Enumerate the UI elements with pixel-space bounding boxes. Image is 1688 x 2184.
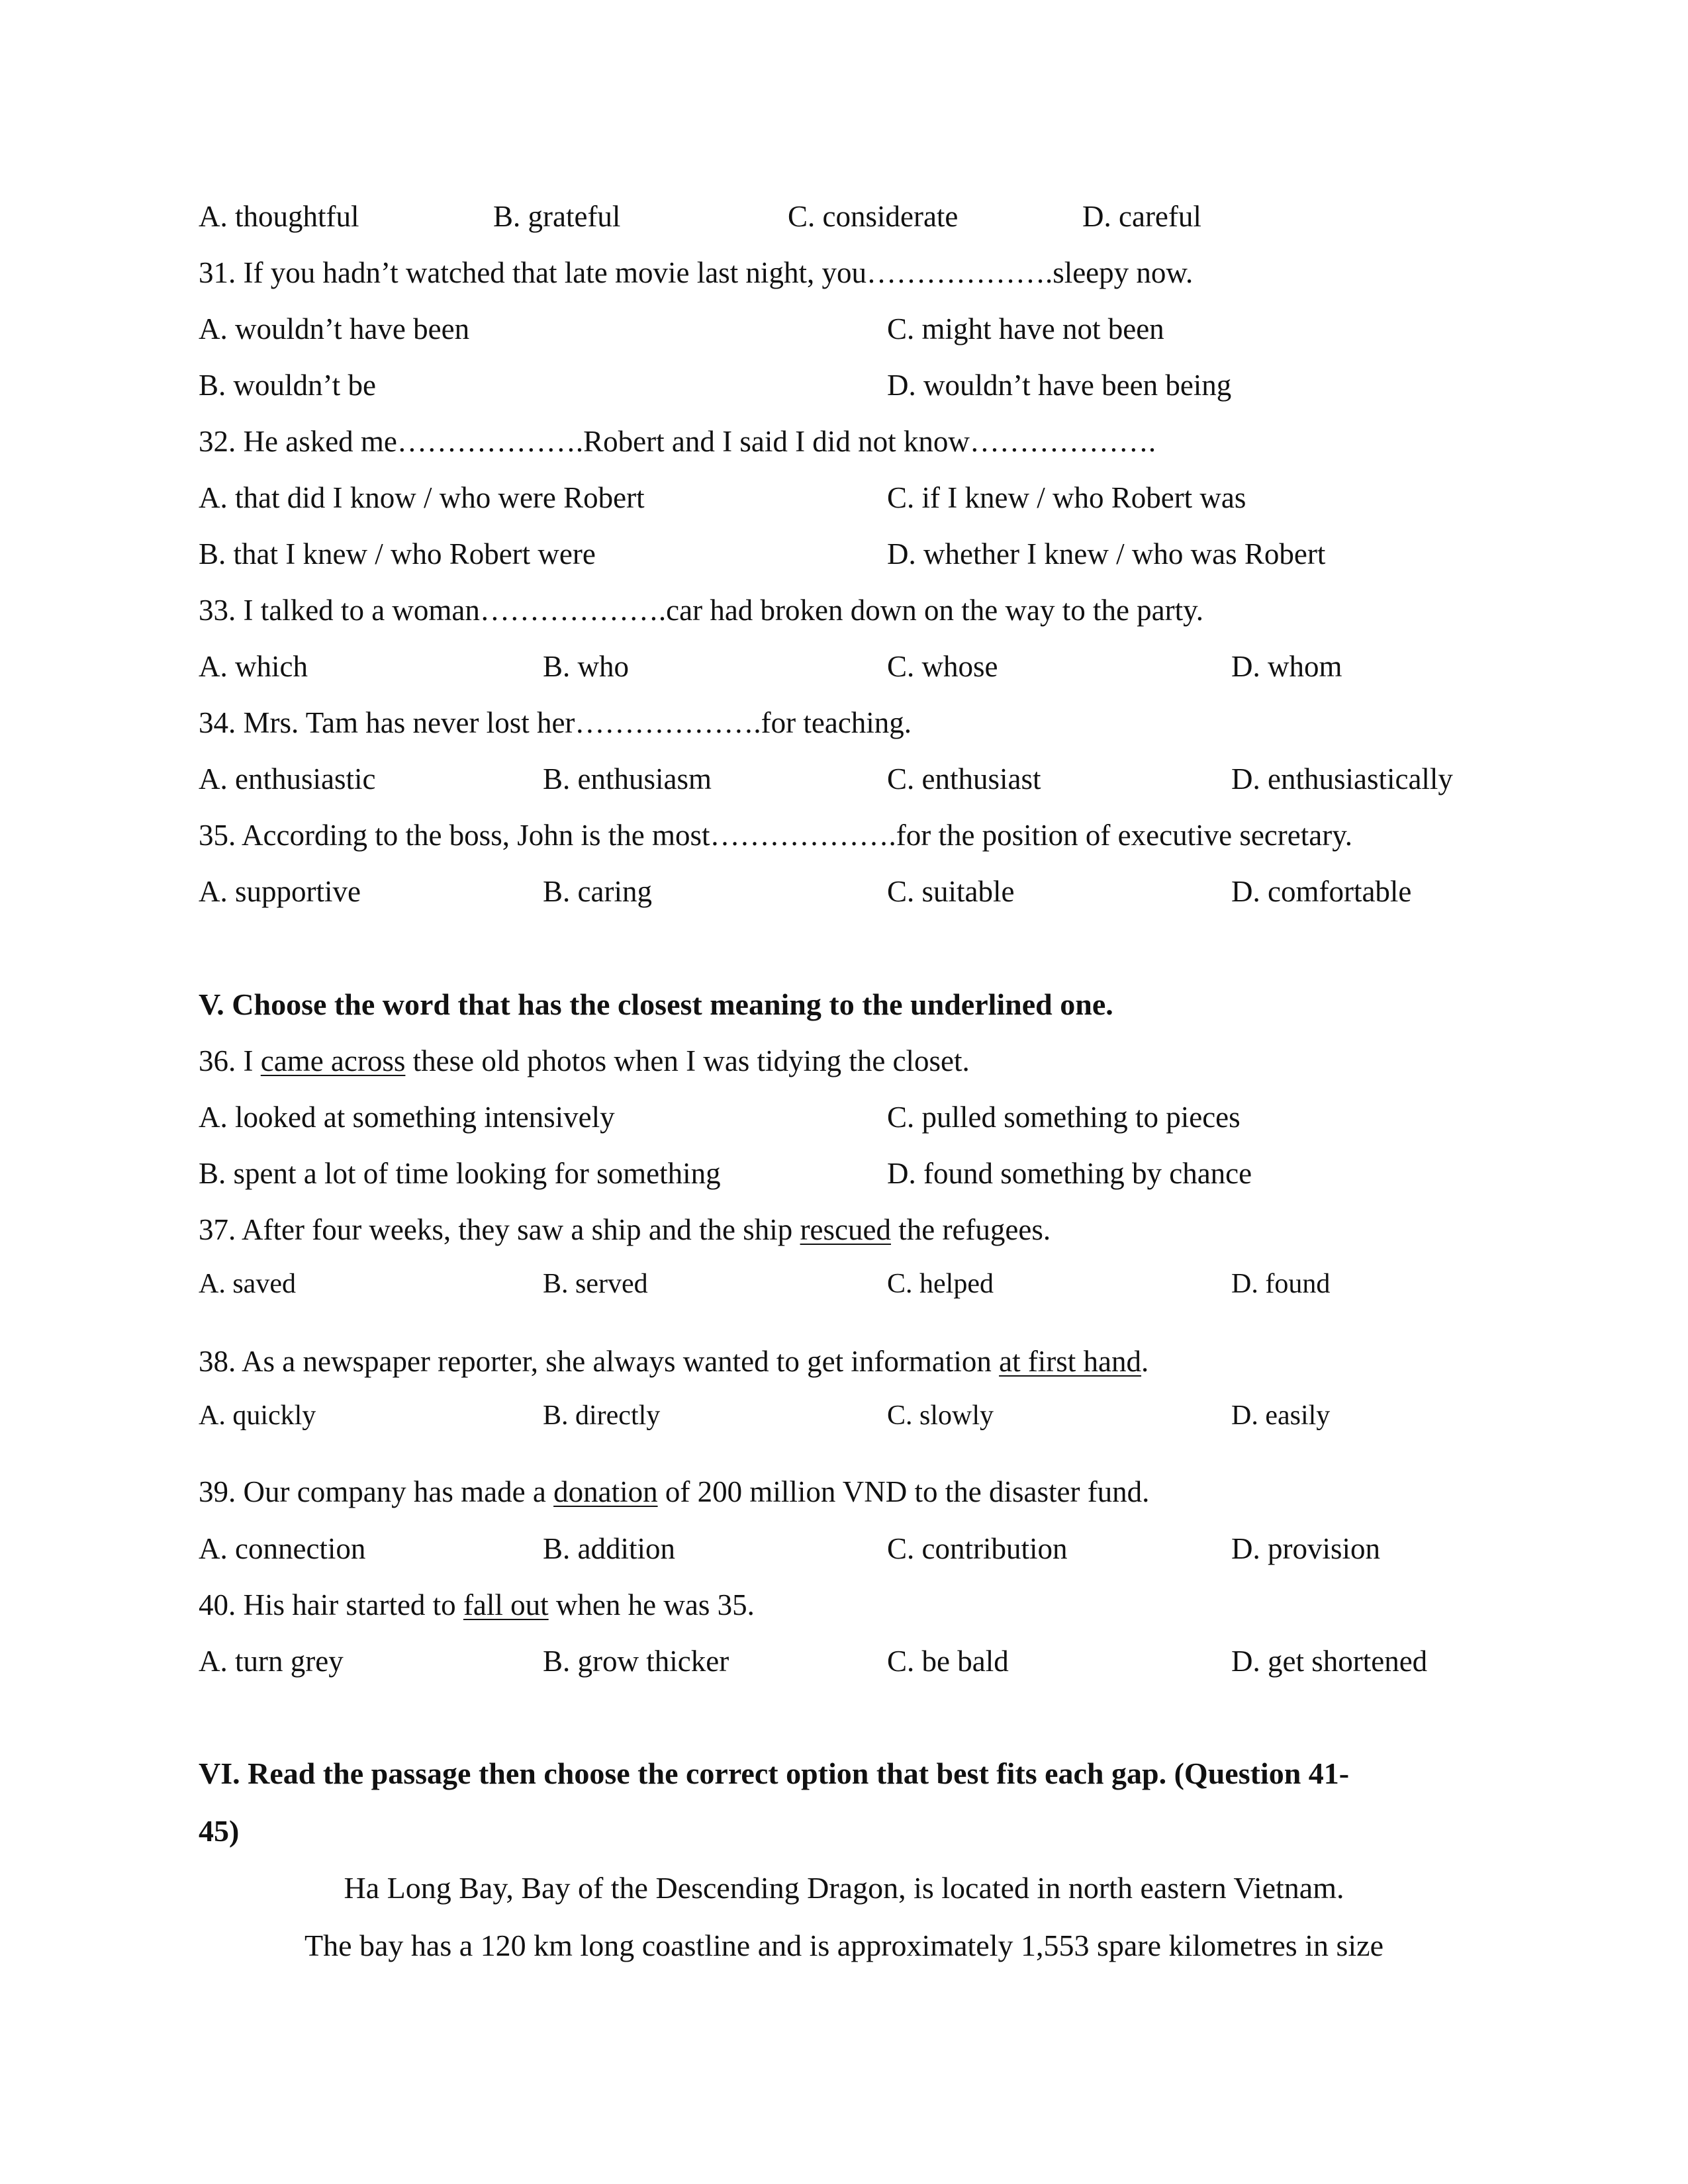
q34-option-b: B. enthusiasm: [543, 762, 712, 796]
q38-option-b: B. directly: [543, 1400, 661, 1431]
q35-option-d: D. comfortable: [1231, 875, 1412, 908]
q36-option-d: D. found something by chance: [887, 1157, 1252, 1190]
passage-line-2: The bay has a 120 km long coastline and is approximately 1,553 spare kilometres in size: [304, 1929, 1384, 1962]
q36-stem: [199, 1041, 1509, 1081]
q38-stem: [199, 1342, 1509, 1381]
q35-option-b: B. caring: [543, 875, 652, 908]
q38-option-a: A. quickly: [199, 1400, 316, 1431]
q39-stem: [199, 1472, 1509, 1512]
q39-underlined: donation: [553, 1475, 658, 1508]
q38-underlined: at first hand: [999, 1345, 1142, 1378]
q38-stem-pre: 38. As a newspaper reporter, she always wanted to get information: [199, 1345, 1000, 1378]
q37-underlined: rescued: [800, 1213, 891, 1246]
q35-option-c: C. suitable: [887, 875, 1015, 908]
section-v-heading: V. Choose the word that has the closest meaning to the underlined one.: [199, 987, 1113, 1021]
q38-option-c: C. slowly: [887, 1400, 994, 1431]
q40-stem-post: when he was 35.: [548, 1588, 755, 1621]
q37-stem-post: the refugees.: [890, 1213, 1051, 1246]
q32-stem: 32. He asked me……………….Robert and I said I did not know……………….: [199, 425, 1156, 458]
passage-line-1: Ha Long Bay, Bay of the Descending Dragon, is located in north eastern Vietnam.: [344, 1871, 1344, 1905]
q40-option-c: C. be bald: [887, 1645, 1009, 1678]
q37-stem: [199, 1210, 1509, 1250]
section-vi-heading-line2: 45): [199, 1814, 240, 1848]
q34-stem: 34. Mrs. Tam has never lost her……………….for teaching.: [199, 706, 912, 739]
q33-option-a: A. which: [199, 650, 308, 683]
q38-option-d: D. easily: [1231, 1400, 1331, 1431]
q35-stem: 35. According to the boss, John is the most……………….for the position of executive secretary.: [199, 819, 1353, 852]
q31-option-a: A. wouldn’t have been: [199, 312, 470, 345]
q39-stem-post: of 200 million VND to the disaster fund.: [657, 1475, 1150, 1508]
q36-underlined: came across: [260, 1044, 406, 1077]
q39-stem-pre: 39. Our company has made a: [199, 1475, 554, 1508]
q33-stem: 33. I talked to a woman……………….car had broken down on the way to the party.: [199, 594, 1203, 627]
q37-stem-pre: 37. After four weeks, they saw a ship and the ship: [199, 1213, 800, 1246]
q40-option-a: A. turn grey: [199, 1645, 344, 1678]
q40-stem: [199, 1585, 1509, 1625]
q37-option-b: B. served: [543, 1269, 648, 1299]
q34-option-c: C. enthusiast: [887, 762, 1041, 796]
section-vi-heading-line1: VI. Read the passage then choose the correct option that best fits each gap. (Question 41-: [199, 1756, 1350, 1790]
q40-option-d: D. get shortened: [1231, 1645, 1428, 1678]
q36-option-a: A. looked at something intensively: [199, 1101, 615, 1134]
q33-option-b: B. who: [543, 650, 630, 683]
q33-option-d: D. whom: [1231, 650, 1342, 683]
q40-underlined: fall out: [463, 1588, 549, 1621]
q32-option-c: C. if I knew / who Robert was: [887, 481, 1246, 514]
q39-option-b: B. addition: [543, 1532, 675, 1565]
q33-option-c: C. whose: [887, 650, 998, 683]
q36-stem-post: these old photos when I was tidying the closet.: [405, 1044, 970, 1077]
q31-option-b: B. wouldn’t be: [199, 369, 376, 402]
q36-option-c: C. pulled something to pieces: [887, 1101, 1241, 1134]
q37-option-a: A. saved: [199, 1269, 296, 1299]
q39-option-d: D. provision: [1231, 1532, 1380, 1565]
q39-option-c: C. contribution: [887, 1532, 1068, 1565]
q30-option-c: C. considerate: [788, 200, 959, 233]
q40-stem-pre: 40. His hair started to: [199, 1588, 463, 1621]
q32-option-b: B. that I knew / who Robert were: [199, 537, 596, 570]
q34-option-a: A. enthusiastic: [199, 762, 376, 796]
q37-option-c: C. helped: [887, 1269, 994, 1299]
q37-option-d: D. found: [1231, 1269, 1331, 1299]
q31-option-c: C. might have not been: [887, 312, 1164, 345]
q36-stem-pre: 36. I: [199, 1044, 261, 1077]
q32-option-a: A. that did I know / who were Robert: [199, 481, 645, 514]
q30-option-d: D. careful: [1082, 200, 1201, 233]
q30-option-b: B. grateful: [493, 200, 621, 233]
q30-option-a: A. thoughtful: [199, 200, 359, 233]
q31-stem: 31. If you hadn’t watched that late movie last night, you……………….sleepy now.: [199, 256, 1194, 289]
q35-option-a: A. supportive: [199, 875, 361, 908]
q40-option-b: B. grow thicker: [543, 1645, 729, 1678]
q38-stem-post: .: [1141, 1345, 1149, 1378]
q36-option-b: B. spent a lot of time looking for something: [199, 1157, 721, 1190]
q39-option-a: A. connection: [199, 1532, 366, 1565]
q34-option-d: D. enthusiastically: [1231, 762, 1453, 796]
q31-option-d: D. wouldn’t have been being: [887, 369, 1232, 402]
q32-option-d: D. whether I knew / who was Robert: [887, 537, 1326, 570]
